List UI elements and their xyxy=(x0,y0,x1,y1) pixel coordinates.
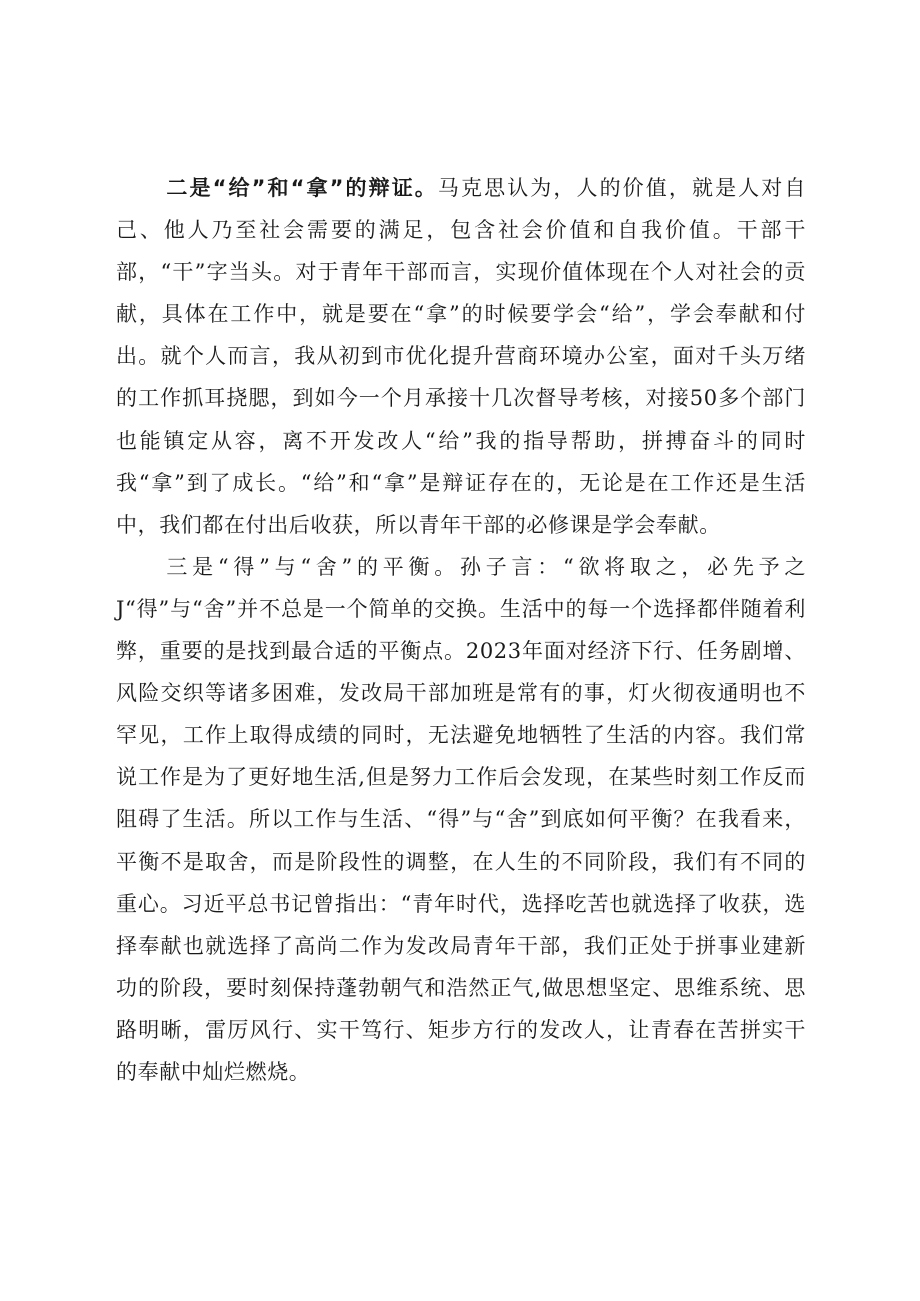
document-body xyxy=(116,167,806,1093)
paragraph-text: 马克思认为，人的价值，就是人对自己、他人乃至社会需要的满足，包含社会价值和自我价值。干部干部，“干”字当头。对于青年干部而言，实现价值体现在个人对社会的贡献，具体在工作中，就是要在“拿”的时候要学会“给”，学会奉献和付出。就个人而言，我从初到市优化提升营商环境办公室，面对千头万绪的工作抓耳挠腮，到如今一个月承接十几次督导考核，对接50多个部门也能镇定从容，离不开发改人“给”我的指导帮助，拼搏奋斗的同时我“拿”到了成长。“给”和“拿”是辩证存在的，无论是在工作还是生活中，我们都在付出后收获，所以青年干部的必修课是学会奉献。 xyxy=(116,176,806,537)
paragraph-text: 三是“得”与“舍”的平衡。孙子言：“欲将取之，必先予之J“得”与“舍”并不总是一个简单的交换。生活中的每一个选择都伴随着利弊，重要的是找到最合适的平衡点。2023年面对经济下行、任务剧增、风险交织等诸多困难，发改局干部加班是常有的事，灯火彻夜通明也不罕见，工作上取得成绩的同时，无法避免地牺牲了生活的内容。我们常说工作是为了更好地生活,但是努力工作后会发现，在某些时刻工作反而阻碍了生活。所以工作与生活、“得”与“舍”到底如何平衡？在我看来，平衡不是取舍，而是阶段性的调整，在人生的不同阶段，我们有不同的重心。习近平总书记曾指出：“青年时代，选择吃苦也就选择了收获，选择奉献也就选择了高尚二作为发改局青年干部，我们正处于拼事业建新功的阶段，要时刻保持蓬勃朝气和浩然正气,做思想坚定、思维系统、思路明晰，雷厉风行、实干笃行、矩步方行的发改人，让青春在苦拼实干的奉献中灿烂燃烧。 xyxy=(116,554,806,1084)
paragraph-give-take xyxy=(116,167,806,546)
paragraph-lead: 二是“给”和“拿”的辩证。 xyxy=(166,176,438,200)
paragraph-gain-loss xyxy=(116,546,806,1093)
